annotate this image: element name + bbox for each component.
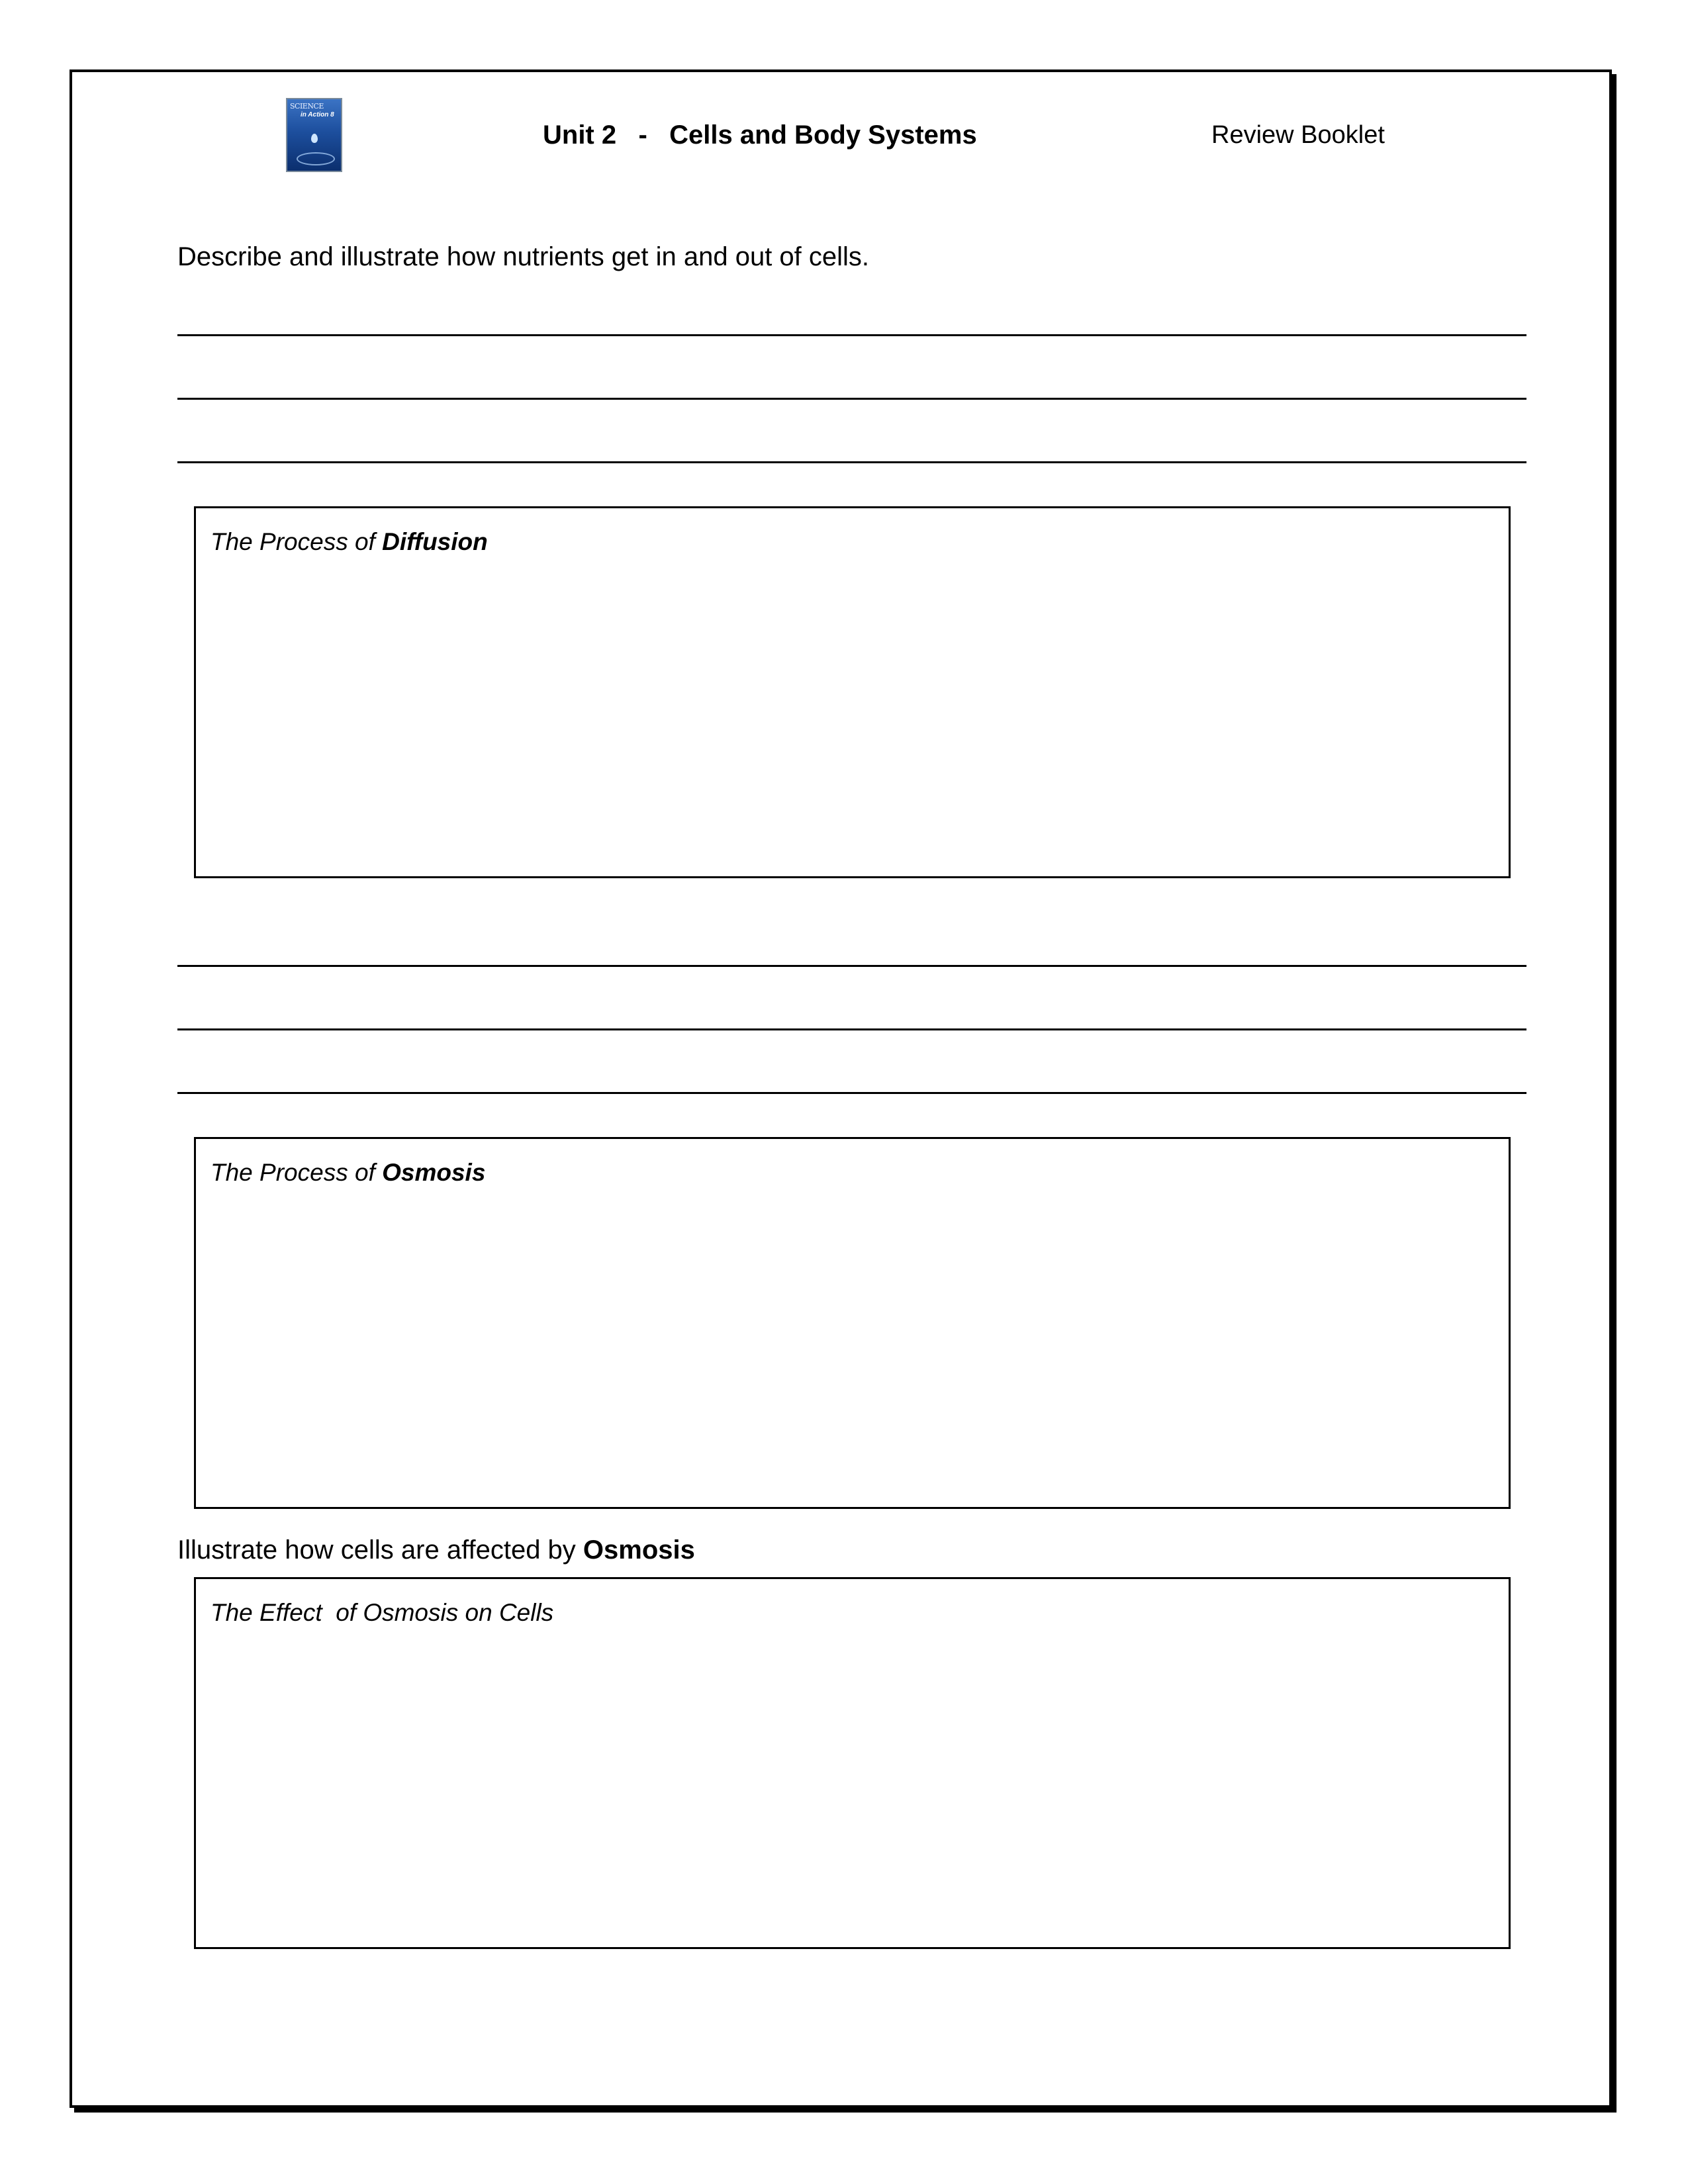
booklet-label: Review Booklet	[1211, 121, 1385, 149]
box-label-bold: Diffusion	[382, 528, 488, 555]
answer-line[interactable]	[177, 461, 1526, 463]
osmosis-box-label	[211, 1159, 485, 1187]
box-label-bold: Osmosis	[382, 1159, 486, 1186]
answer-line[interactable]	[177, 398, 1526, 400]
box-label-prefix: The Effect of Osmosis on Cells	[211, 1599, 554, 1626]
water-drop-icon	[311, 134, 318, 143]
osmosis-effect-drawing-box[interactable]	[194, 1577, 1511, 1949]
diffusion-drawing-box[interactable]	[194, 506, 1511, 878]
page-title: Unit 2 - Cells and Body Systems	[543, 120, 977, 150]
question2-bold: Osmosis	[583, 1535, 695, 1565]
question2-prefix: Illustrate how cells are affected by	[177, 1535, 583, 1565]
osmosis-effect-box-label	[211, 1599, 553, 1627]
answer-line[interactable]	[177, 1028, 1526, 1030]
box-label-prefix: The Process of	[211, 1159, 383, 1186]
question-osmosis-effect	[177, 1535, 695, 1565]
answer-line[interactable]	[177, 1092, 1526, 1094]
logo-title: SCIENCE	[290, 102, 324, 111]
box-label-prefix: The Process of	[211, 528, 383, 555]
logo-subtitle: in Action 8	[301, 111, 334, 118]
answer-line[interactable]	[177, 334, 1526, 336]
science-in-action-logo	[286, 98, 342, 172]
question-nutrients: Describe and illustrate how nutrients get in and out of cells.	[177, 242, 870, 271]
ripple-icon	[297, 152, 335, 165]
diffusion-box-label	[211, 528, 488, 556]
answer-line[interactable]	[177, 965, 1526, 967]
osmosis-drawing-box[interactable]	[194, 1137, 1511, 1509]
